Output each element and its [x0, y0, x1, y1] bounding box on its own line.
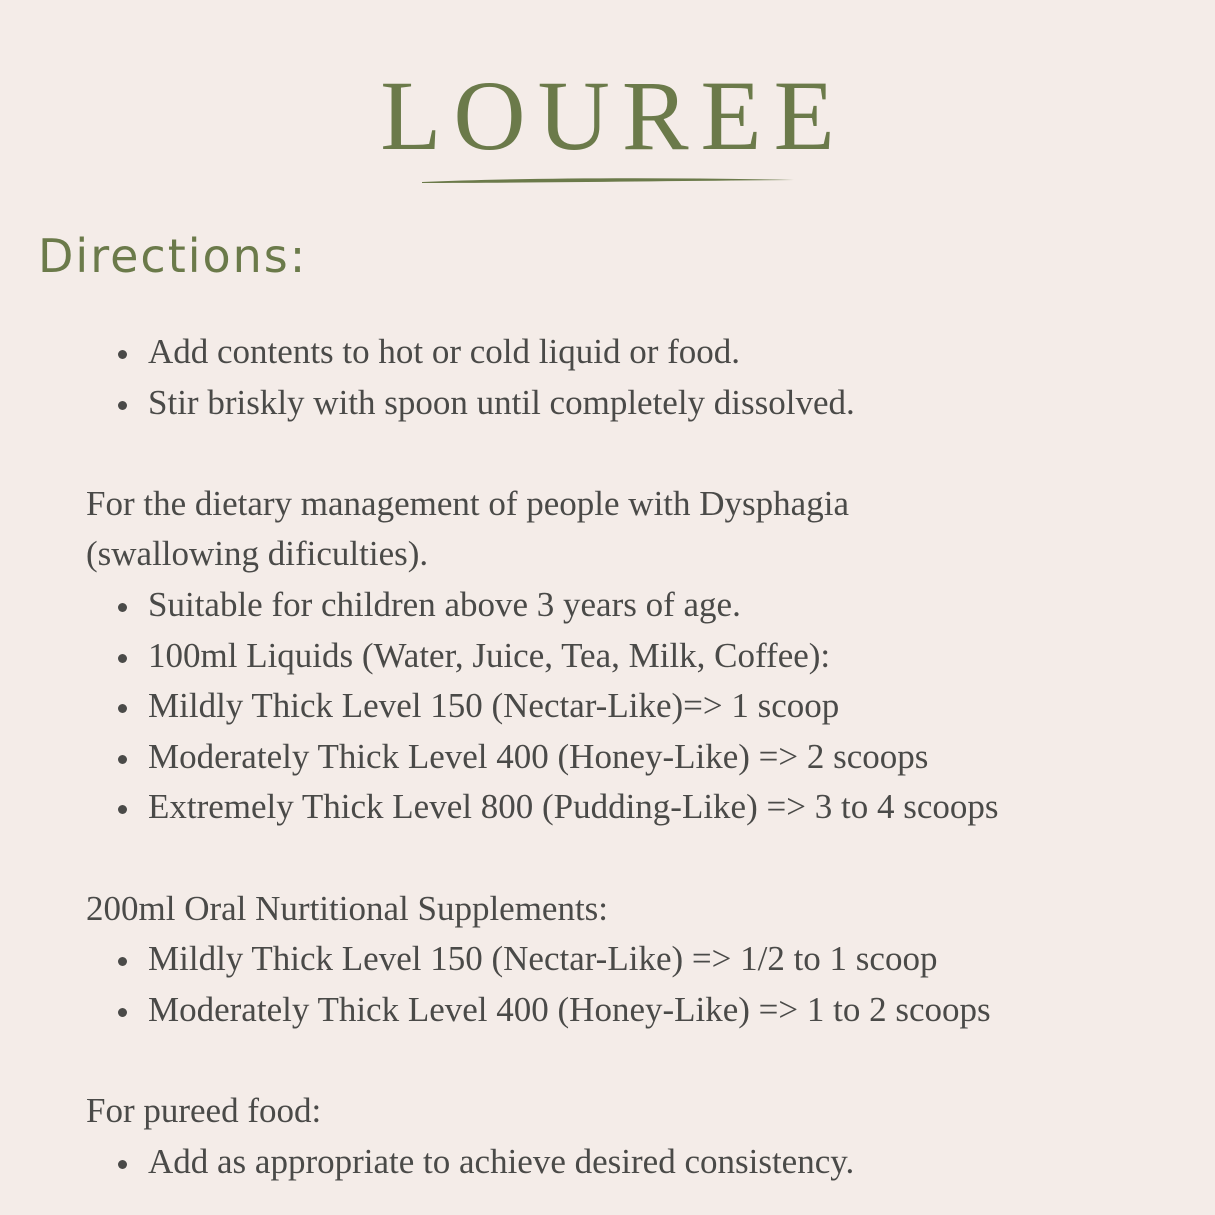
list-item: Moderately Thick Level 400 (Honey-Like) => 2 scoops [86, 732, 1186, 783]
dysphagia-intro: For the dietary management of people with Dysphagia [86, 483, 849, 523]
list-item: Moderately Thick Level 400 (Honey-Like) => 1 to 2 scoops [86, 985, 1186, 1036]
list-item: 100ml Liquids (Water, Juice, Tea, Milk, Coffee): [86, 631, 1186, 682]
spacer [86, 428, 1186, 479]
usage-list [86, 327, 1186, 428]
directions-heading: Directions: [38, 229, 308, 283]
brand-logo: LOUREE [380, 60, 847, 171]
list-item: Stir briskly with spoon until completely dissolved. [86, 378, 1186, 429]
spacer [86, 833, 1186, 884]
list-item: Extremely Thick Level 800 (Pudding-Like) => 3 to 4 scoops [86, 782, 1186, 833]
dysphagia-intro-continued: (swallowing dificulties). [86, 534, 429, 574]
supplements-list [86, 934, 1186, 1035]
list-item: Mildly Thick Level 150 (Nectar-Like) => 1/2 to 1 scoop [86, 934, 1186, 985]
brand-underline [420, 174, 796, 188]
spacer [86, 1035, 1186, 1086]
directions-content [86, 327, 1186, 1187]
list-item: Mildly Thick Level 150 (Nectar-Like)=> 1 scoop [86, 681, 1186, 732]
list-item: Add contents to hot or cold liquid or food. [86, 327, 1186, 378]
dysphagia-list [86, 580, 1186, 833]
list-item: Add as appropriate to achieve desired consistency. [86, 1137, 1186, 1188]
pureed-intro: For pureed food: [86, 1090, 322, 1130]
pureed-list [86, 1137, 1186, 1188]
supplements-intro: 200ml Oral Nurtitional Supplements: [86, 888, 609, 928]
list-item: Suitable for children above 3 years of age. [86, 580, 1186, 631]
